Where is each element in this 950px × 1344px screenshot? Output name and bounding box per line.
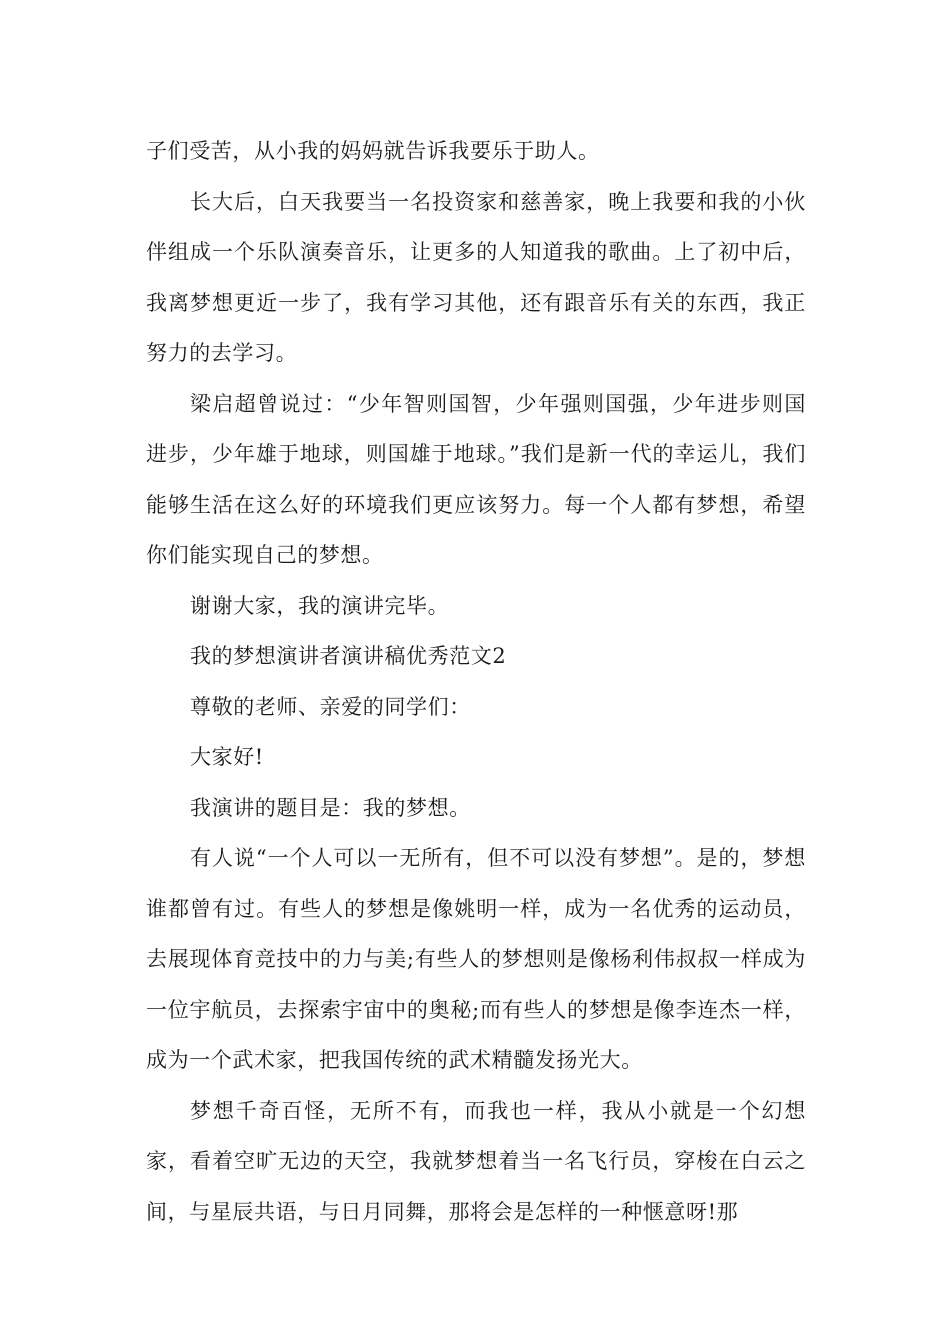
greeting: 大家好! bbox=[190, 745, 264, 769]
salutation: 尊敬的老师、亲爱的同学们： bbox=[190, 694, 471, 719]
paragraph-2: 长大后，白天我要当一名投资家和慈善家，晚上我要和我的小伙伴组成一个乐队演奏音乐，让更多的人知道我的歌曲。上了初中后，我离梦想更近一步了，我有学习其他，还有跟音乐有关的东西，我正努力的去学习。 bbox=[146, 189, 806, 365]
speech-topic: 我演讲的题目是：我的梦想。 bbox=[190, 795, 471, 820]
document-body bbox=[146, 126, 806, 1237]
paragraph-1: 子们受苦，从小我的妈妈就告诉我要乐于助人。 bbox=[146, 139, 600, 163]
section-title: 我的梦想演讲者演讲稿优秀范文2 bbox=[190, 644, 507, 668]
paragraph-4: 谢谢大家，我的演讲完毕。 bbox=[190, 593, 450, 618]
paragraph-10: 梦想千奇百怪，无所不有，而我也一样，我从小就是一个幻想家，看着空旷无边的天空，我就梦想着当一名飞行员，穿梭在白云之间，与星辰共语，与日月同舞，那将会是怎样的一种惬意呀!那 bbox=[146, 1098, 806, 1224]
paragraph-3: 梁启超曾说过：“少年智则国智，少年强则国强，少年进步则国进步，少年雄于地球，则国雄于地球。”我们是新一代的幸运儿，我们能够生活在这么好的环境我们更应该努力。每一个人都有梦想，希望你们能实现自己的梦想。 bbox=[146, 391, 806, 567]
paragraph-9: 有人说“一个人可以一无所有，但不可以没有梦想”。是的，梦想谁都曾有过。有些人的梦想是像姚明一样，成为一名优秀的运动员，去展现体育竞技中的力与美;有些人的梦想则是像杨利伟叔叔一样成为一位宇航员，去探索宇宙中的奥秘;而有些人的梦想是像李连杰一样，成为一个武术家，把我国传统的武术精髓发扬光大。 bbox=[146, 846, 806, 1072]
